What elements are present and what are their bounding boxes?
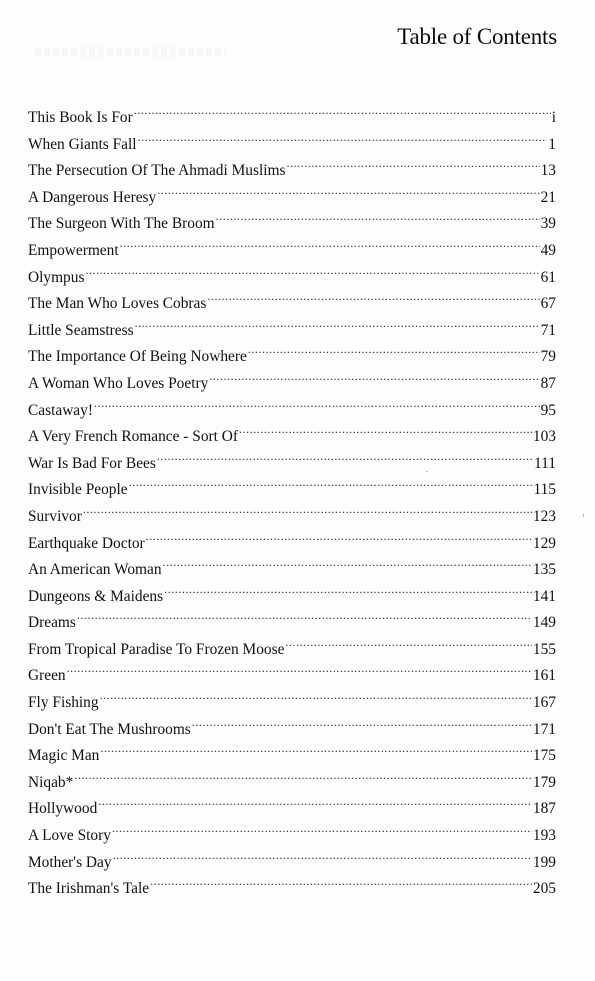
toc-entry bbox=[28, 761, 556, 791]
toc-entry-page-number: 129 bbox=[532, 534, 556, 552]
toc-entry-title: Magic Man bbox=[28, 747, 100, 765]
toc-entry-title: The Importance Of Being Nowhere bbox=[28, 348, 247, 366]
toc-entry-title: Earthquake Doctor bbox=[28, 534, 145, 552]
toc-entry bbox=[28, 601, 556, 632]
toc-entry bbox=[28, 708, 556, 738]
dot-leader bbox=[150, 867, 532, 893]
dot-leader bbox=[135, 309, 540, 335]
toc-entry-title: Dreams bbox=[28, 614, 76, 632]
toc-entry bbox=[28, 256, 556, 286]
toc-entry-page-number: 123 bbox=[532, 507, 556, 525]
dot-leader bbox=[286, 149, 539, 175]
toc-entry-title: This Book Is For bbox=[28, 109, 133, 126]
toc-entry bbox=[28, 681, 556, 712]
toc-entry-page-number: 1 bbox=[548, 135, 556, 153]
dot-leader bbox=[112, 814, 532, 840]
toc-entry bbox=[28, 814, 556, 845]
toc-entry-page-number: 199 bbox=[532, 853, 556, 871]
toc-entry-title: Green bbox=[28, 667, 66, 685]
toc-entry-page-number: 187 bbox=[532, 800, 556, 818]
dot-leader bbox=[138, 123, 548, 149]
toc-entry bbox=[28, 96, 556, 126]
toc-entry bbox=[28, 495, 556, 525]
toc-entry-page-number: 135 bbox=[532, 561, 556, 579]
dot-leader bbox=[120, 229, 540, 255]
toc-entry-title: A Woman Who Loves Poetry bbox=[28, 374, 209, 392]
toc-entry-title: When Giants Fall bbox=[28, 135, 137, 153]
toc-entry-page-number: 87 bbox=[540, 374, 556, 392]
toc-entry bbox=[28, 389, 556, 419]
toc-entry-page-number: 175 bbox=[532, 747, 556, 765]
toc-entry-page-number: 67 bbox=[540, 295, 556, 313]
toc-entry bbox=[28, 628, 556, 658]
toc-entry-page-number: 61 bbox=[540, 268, 556, 286]
toc-entry-page-number: 167 bbox=[532, 694, 556, 712]
toc-entry-page-number: 71 bbox=[540, 321, 556, 339]
toc-entry-page-number: 141 bbox=[532, 587, 556, 605]
toc-entry-title: A Dangerous Heresy bbox=[28, 188, 157, 206]
toc-entry-page-number: 21 bbox=[540, 188, 556, 206]
dot-leader bbox=[100, 734, 532, 760]
toc-entry-title: Little Seamstress bbox=[28, 321, 134, 339]
toc-entry-page-number: 193 bbox=[532, 827, 556, 845]
dot-leader bbox=[113, 841, 532, 867]
toc-entry-title: Hollywood bbox=[28, 800, 98, 818]
dot-leader bbox=[209, 362, 539, 388]
dot-leader bbox=[129, 468, 533, 494]
toc-entry bbox=[28, 787, 556, 818]
toc-entry bbox=[28, 522, 556, 552]
toc-entry-title: The Surgeon With The Broom bbox=[28, 215, 215, 233]
toc-entry-page-number: 13 bbox=[540, 162, 556, 180]
dot-leader bbox=[85, 256, 539, 282]
dot-leader bbox=[216, 202, 540, 228]
toc-entry-title: The Irishman's Tale bbox=[28, 880, 150, 898]
dot-leader bbox=[248, 335, 540, 361]
toc-entry bbox=[28, 734, 556, 765]
toc-entry bbox=[28, 415, 556, 446]
toc-entry-page-number: 155 bbox=[532, 640, 556, 658]
dot-leader bbox=[146, 522, 532, 548]
toc-entry-title: Niqab* bbox=[28, 773, 74, 791]
toc-entry-page-number: 103 bbox=[532, 428, 556, 446]
toc-entry-title: Don't Eat The Mushrooms bbox=[28, 720, 191, 738]
toc-entry-title: Invisible People bbox=[28, 481, 128, 499]
dot-leader bbox=[134, 96, 551, 122]
toc-entry-title: From Tropical Paradise To Frozen Moose bbox=[28, 640, 285, 658]
toc-entry-page-number: 111 bbox=[534, 454, 556, 472]
dot-leader bbox=[74, 761, 532, 787]
toc-entry-page-number: 49 bbox=[540, 241, 556, 259]
toc-entry-title: Empowerment bbox=[28, 241, 119, 259]
toc-entry-page-number: 179 bbox=[532, 773, 556, 791]
toc-entry-page-number: 149 bbox=[532, 614, 556, 632]
dot-leader bbox=[285, 628, 531, 654]
toc-entry-page-number: 161 bbox=[532, 667, 556, 685]
page-title: Table of Contents bbox=[397, 24, 557, 49]
toc-entry-page-number: 115 bbox=[533, 481, 556, 499]
toc-entry-title: A Very French Romance - Sort Of bbox=[28, 428, 239, 446]
dot-leader bbox=[67, 654, 532, 680]
scan-speck bbox=[426, 471, 428, 472]
table-of-contents bbox=[28, 96, 556, 898]
toc-entry bbox=[28, 282, 556, 313]
toc-entry-title: The Man Who Loves Cobras bbox=[28, 295, 207, 313]
toc-entry-page-number: 205 bbox=[532, 880, 556, 898]
toc-entry-title: Dungeons & Maidens bbox=[28, 587, 164, 605]
toc-entry-title: The Persecution Of The Ahmadi Muslims bbox=[28, 162, 286, 180]
toc-entry-title: Olympus bbox=[28, 268, 85, 286]
toc-entry-page-number: i bbox=[551, 109, 556, 126]
dot-leader bbox=[157, 176, 539, 202]
show-through-text bbox=[35, 47, 225, 57]
dot-leader bbox=[239, 415, 532, 441]
toc-entry-title: An American Woman bbox=[28, 561, 162, 579]
dot-leader bbox=[192, 708, 532, 734]
dot-leader bbox=[207, 282, 539, 308]
toc-entry-title: Survivor bbox=[28, 507, 82, 525]
dot-leader bbox=[83, 495, 532, 521]
dot-leader bbox=[94, 389, 540, 415]
dot-leader bbox=[77, 601, 532, 627]
dot-leader bbox=[157, 442, 533, 468]
toc-entry-page-number: 39 bbox=[540, 215, 556, 233]
scan-speck bbox=[583, 514, 584, 517]
dot-leader bbox=[163, 548, 532, 574]
toc-entry-page-number: 95 bbox=[540, 401, 556, 419]
dot-leader bbox=[100, 681, 532, 707]
dot-leader bbox=[98, 787, 532, 813]
toc-entry-title: Castaway! bbox=[28, 401, 93, 419]
toc-entry-page-number: 171 bbox=[532, 720, 556, 738]
dot-leader bbox=[164, 575, 532, 601]
toc-entry-title: Fly Fishing bbox=[28, 694, 99, 712]
toc-entry bbox=[28, 654, 556, 685]
toc-entry-title: Mother's Day bbox=[28, 853, 112, 871]
toc-entry-page-number: 79 bbox=[540, 348, 556, 366]
toc-entry-title: A Love Story bbox=[28, 827, 111, 845]
toc-entry-title: War Is Bad For Bees bbox=[28, 454, 156, 472]
